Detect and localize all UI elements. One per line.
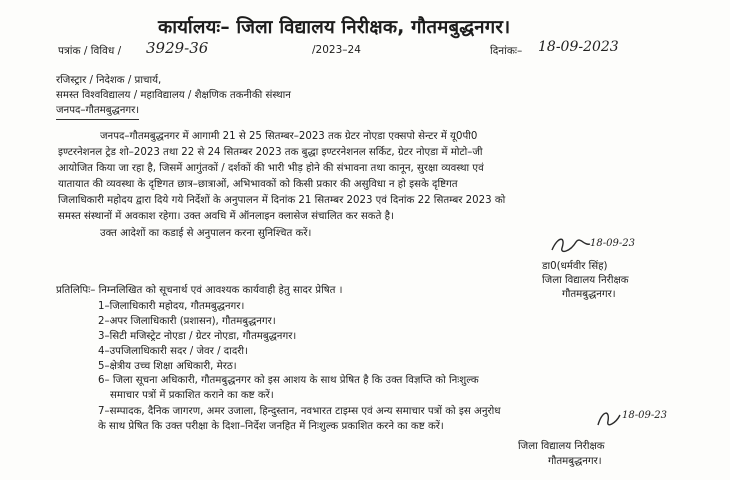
signature-date-2: 18-09-23	[622, 410, 667, 421]
copy-item-6-line2: समाचार पत्रों में प्रकाशित कराने का कष्ट करें।	[110, 390, 274, 401]
addressee-line2: समस्त विश्वविद्यालय / महाविद्यालय / शैक्षणिक तकनीकी संस्थान	[56, 90, 291, 101]
copy-intro: प्रतिलिपिः– निम्नलिखित को सूचनार्थ एवं आवश्यक कार्यवाही हेतु सादर प्रेषित ।	[56, 285, 343, 296]
date-label: दिनांकः–	[490, 45, 523, 57]
signatory-district: गौतमबुद्धनगर।	[562, 289, 616, 300]
signature-date-1: 18-09-23	[590, 238, 635, 249]
copy-item-7-line1: 7–सम्पादक, दैनिक जागरण, अमर उजाला, हिन्दुस्तान, नवभारत टाइम्स एवं अन्य समाचार पत्रों को इस अनुरोध	[98, 406, 501, 417]
copy-item-4: 4–उपजिलाधिकारी सदर / जेवर / दादरी।	[98, 346, 248, 357]
body-line-6: समस्त संस्थानों में अवकाश रहेगा। उक्त अवधि में ऑनलाइन क्लासेज संचालित कर सकते है।	[58, 211, 394, 222]
body-line-4: यातायात की व्यवस्था के दृष्टिगत छात्र–छात्राओं, अभिभावकों को किसी प्रकार की असुविधा न हो इसके दृष्टिगत	[58, 179, 458, 190]
ref-label: पत्रांक / विविध /	[58, 45, 122, 57]
addressee-line1: रजिस्ट्रार / निदेशक / प्राचार्य,	[56, 75, 162, 86]
ref-year: /2023–24	[312, 44, 361, 56]
signatory2-district: गौतमबुद्धनगर।	[548, 456, 602, 467]
signatory-name: डा0(धर्मवीर सिंह)	[542, 261, 608, 272]
body-line-5: जिलाधिकारी महोदय द्वारा दिये गये निर्देशों के अनुपालन में दिनांक 21 सितम्बर 2023 एवं दिनांक 22 सितम्बर 2023 को	[58, 195, 506, 206]
copy-item-2: 2–अपर जिलाधिकारी (प्रशासन), गौतमबुद्धनगर।	[98, 316, 276, 327]
copy-item-5: 5–क्षेत्रीय उच्च शिक्षा अधिकारी, मेरठ।	[98, 361, 237, 372]
copy-item-1: 1–जिलाधिकारी महोदय, गौतमबुद्धनगर।	[98, 301, 245, 312]
body-line-3: आयोजित किया जा रहा है, जिसमें आगुंतकों / दर्शकों की भारी भीड़ होने की संभावना तथा कानून, सुरक्षा व्यवस्था एवं	[58, 163, 484, 174]
body-closing: उक्त आदेशों का कडाई से अनुपालन करना सुनिश्चित करें।	[100, 228, 312, 239]
copy-item-7-line2: के साथ प्रेषित कि उक्त परीक्षा के दिशा–निर्देश जनहित में निःशुल्क प्रकाशित करने का कष्ट करें।	[98, 421, 444, 432]
signatory-designation: जिला विद्यालय निरीक्षक	[542, 275, 629, 286]
office-title: कार्यालयः– जिला विद्यालय निरीक्षक, गौतमबुद्धनगर।	[158, 17, 511, 38]
date-value: 18-09-2023	[538, 39, 619, 55]
ref-number: 3929-36	[146, 39, 209, 57]
copy-item-3: 3–सिटी मजिस्ट्रेट नोएडा / ग्रेटर नोएडा, गौतमबुद्धनगर।	[98, 331, 297, 342]
signatory2-designation: जिला विद्यालय निरीक्षक	[518, 441, 605, 452]
copy-item-6-line1: 6– जिला सूचना अधिकारी, गौतमबुद्धनगर को इस आशय के साथ प्रेषित है कि उक्त विज्ञप्ति को निःशुल्क	[98, 375, 479, 386]
body-line-1: जनपद–गौतमबुद्धनगर में आगामी 21 से 25 सितम्बर–2023 तक ग्रेटर नोएडा एक्सपो सेन्टर में यू0पी0	[100, 131, 478, 142]
addressee-district: जनपद–गौतमबुद्धनगर।	[56, 104, 139, 120]
body-line-2: इण्टरनेशनल ट्रेड शो–2023 तथा 22 से 24 सितम्बर 2023 तक बुद्धा इण्टरनेशनल सर्किट, ग्रेटर नोएडा में मोटो–जी	[58, 147, 483, 158]
